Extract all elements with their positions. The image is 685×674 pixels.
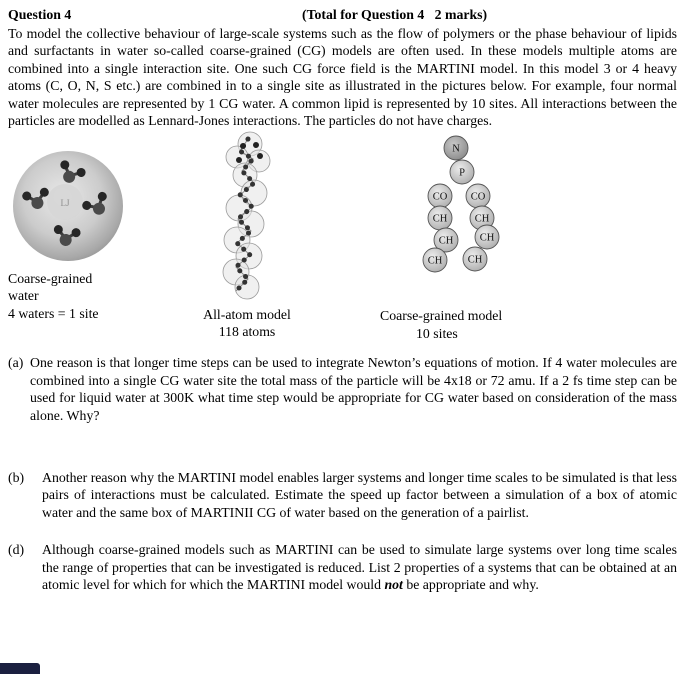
water-caption-line2: water <box>8 288 39 304</box>
question-d-text-emphasis: not <box>384 577 403 593</box>
figure-cg-model <box>380 135 570 342</box>
cg-site-label: CH <box>438 235 454 247</box>
cg-site-label: N <box>452 143 460 155</box>
question-d-label: (d) <box>8 542 25 558</box>
question-intro-paragraph: To model the collective behaviour of large-scale systems such as the flow of polymers or the phase behaviour of lipids and surfactants in water so-called coarse-grained (CG) models are often used. In these models multiple atoms are combined into a single interaction site. One such CG force field is the MARTINI model. In this model 3 or 4 heavy atoms (C, O, N, S etc.) are combined in to a single site as illustrated in the pictures below. For example, four normal water molecules are represented by 1 CG water. A common lipid is represented by 10 sites. All interactions between the particles are modelled as Lennard-Jones interactions. The particles do not have charges. <box>8 26 677 129</box>
question-header <box>8 6 677 24</box>
figures-row <box>8 129 677 351</box>
cg-site-label: CH <box>427 255 443 267</box>
cg-model-caption-line1: Coarse-grained model <box>380 308 503 324</box>
figure-cg-water <box>8 147 143 322</box>
question-b <box>8 469 677 521</box>
question-number: Question 4 <box>8 7 72 22</box>
question-d <box>8 541 677 593</box>
question-total-marks: (Total for Question 4 2 marks) <box>302 7 488 22</box>
cg-site-label: CO <box>432 191 448 203</box>
cg-lipid-illustration <box>408 135 513 275</box>
all-atom-caption-line2: 118 atoms <box>218 324 276 340</box>
water-caption-line1: Coarse-grained <box>8 270 93 286</box>
question-d-text-post: be appropriate and why. <box>402 577 539 593</box>
water-caption-line3: 4 waters = 1 site <box>8 305 99 321</box>
cg-site-label: CO <box>470 191 486 203</box>
cg-model-caption-line2: 10 sites <box>416 325 458 341</box>
question-b-text: Another reason why the MARTINI model enables larger systems and longer time scales to be simulated is that less pairs of interactions must be calculated. Estimate the speed up factor between a simulation of a box of atomic water and the same box of MARTINII CG of water based on the generation of a pairlist. <box>42 470 677 520</box>
cg-site-label: CH <box>467 254 483 266</box>
question-d-text <box>42 541 677 593</box>
all-atom-caption-line1: All-atom model <box>203 306 291 322</box>
question-a-text: One reason is that longer time steps can be used to integrate Newton’s equations of motion. If 4 water molecules are combined into a single CG water site the total mass of the particle will be 4x18 or 72 amu. If a 2 fs time step can be used for liquid water at 300K what time step would be appropriate for CG water based on consideration of the mass alone. Why? <box>30 355 677 423</box>
cg-site-label: CH <box>474 213 490 225</box>
all-atom-lipid-illustration <box>190 129 305 301</box>
cg-site-label: CH <box>479 232 495 244</box>
figure-all-atom <box>186 129 308 340</box>
cg-site-label: P <box>459 167 465 179</box>
cg-water-sphere-illustration <box>8 147 128 265</box>
cg-water-center-label: LJ <box>60 198 70 209</box>
cg-site-label: CH <box>432 213 448 225</box>
question-a <box>8 354 677 424</box>
window-corner-fragment <box>0 663 40 674</box>
question-d-text-pre: Although coarse-grained models such as MARTINI can be used to simulate large systems over long time scales the range of properties that can be investigated is reduced. List 2 properties of a systems that can be obtained at an atomic level for which for which the MARTINI model would <box>42 542 677 593</box>
question-a-label: (a) <box>8 355 24 371</box>
cg-site-circles <box>423 136 499 272</box>
question-b-label: (b) <box>8 470 25 486</box>
